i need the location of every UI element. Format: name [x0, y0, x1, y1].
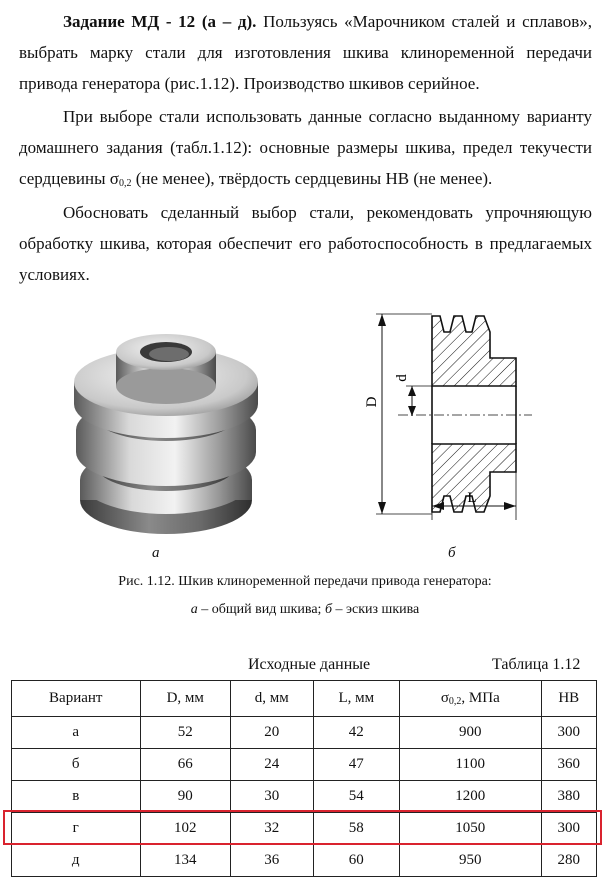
table-row	[12, 749, 597, 781]
cell-D: 134	[140, 845, 230, 877]
cell-d: 32	[230, 813, 313, 845]
cell-HB: 300	[541, 813, 597, 845]
cell-sigma: 900	[400, 717, 541, 749]
cell-sigma: 1100	[400, 749, 541, 781]
cell-variant: д	[12, 845, 141, 877]
task-paragraph-2-text-b: (не менее), твёрдость сердцевины НВ (не менее).	[131, 169, 493, 188]
cell-sigma: 950	[400, 845, 541, 877]
caption-b-letter: б	[324, 602, 332, 617]
table-row	[12, 717, 597, 749]
cell-L: 58	[313, 813, 400, 845]
caption-text-mid: – общий вид шкива;	[197, 602, 325, 617]
task-paragraph-1-text: Пользуясь «Марочником сталей и сплавов», выбрать марку стали для изготовления шкива клиноременной передачи привода генератора (рис.1.12). Производство шкивов серийное.	[19, 12, 592, 93]
header-sigma-rest: , МПа	[461, 690, 500, 706]
header-sigma	[400, 681, 541, 717]
header-variant: Вариант	[12, 681, 141, 717]
cell-sigma: 1050	[400, 813, 541, 845]
cell-variant: г	[12, 813, 141, 845]
cell-variant: б	[12, 749, 141, 781]
caption-text-end: – эскиз шкива	[332, 602, 420, 617]
header-sigma-base: σ	[440, 690, 449, 706]
cell-L: 47	[313, 749, 400, 781]
cell-HB: 280	[541, 845, 597, 877]
cell-L: 60	[313, 845, 400, 877]
cell-D: 66	[140, 749, 230, 781]
cell-L: 42	[313, 717, 400, 749]
cell-D: 52	[140, 717, 230, 749]
task-paragraph-1	[19, 6, 592, 99]
cell-HB: 300	[541, 717, 597, 749]
task-paragraph-2	[19, 101, 592, 194]
header-L: L, мм	[313, 681, 400, 717]
header-d: d, мм	[230, 681, 313, 717]
source-data-table	[11, 680, 597, 877]
task-paragraph-3	[19, 197, 592, 290]
cell-D: 102	[140, 813, 230, 845]
header-HB: НВ	[541, 681, 597, 717]
table-header-row	[12, 681, 597, 717]
cell-HB: 380	[541, 781, 597, 813]
figure-caption-line-1: Рис. 1.12. Шкив клиноременной передачи привода генератора:	[118, 574, 492, 589]
cell-L: 54	[313, 781, 400, 813]
figure-label-b: б	[448, 545, 456, 561]
table-row	[12, 845, 597, 877]
cell-d: 20	[230, 717, 313, 749]
cell-variant: в	[12, 781, 141, 813]
cell-sigma: 1200	[400, 781, 541, 813]
pulley-photo	[66, 330, 266, 540]
cell-d: 24	[230, 749, 313, 781]
task-title: Задание МД - 12 (а – д).	[63, 12, 257, 31]
header-D: D, мм	[140, 681, 230, 717]
cell-d: 30	[230, 781, 313, 813]
sketch-label-L: L	[467, 490, 477, 506]
figure-caption-line-2	[0, 602, 610, 618]
table-row-highlighted	[12, 813, 597, 845]
cell-variant: а	[12, 717, 141, 749]
sketch-label-D: D	[364, 396, 380, 408]
sigma-subscript: 0,2	[118, 178, 132, 189]
cell-d: 36	[230, 845, 313, 877]
header-sigma-sub: 0,2	[448, 696, 462, 707]
table-row	[12, 781, 597, 813]
sketch-label-d: d	[394, 374, 410, 382]
task-paragraph-3-text: Обосновать сделанный выбор стали, рекомендовать упрочняющую обработку шкива, которая обеспечит его работоспособность в предлагаемых условиях.	[19, 203, 592, 284]
cell-HB: 360	[541, 749, 597, 781]
pulley-sketch	[362, 308, 542, 520]
figure-label-a: а	[152, 545, 160, 561]
table-number: Таблица 1.12	[492, 656, 581, 673]
caption-a-letter: а	[190, 602, 198, 617]
table-title: Исходные данные	[248, 656, 371, 673]
task-paragraph-2-text-a: При выборе стали использовать данные согласно выданному варианту домашнего задания (табл.1.12): основные размеры шкива, предел текучести сердцевины σ	[19, 107, 592, 188]
cell-D: 90	[140, 781, 230, 813]
